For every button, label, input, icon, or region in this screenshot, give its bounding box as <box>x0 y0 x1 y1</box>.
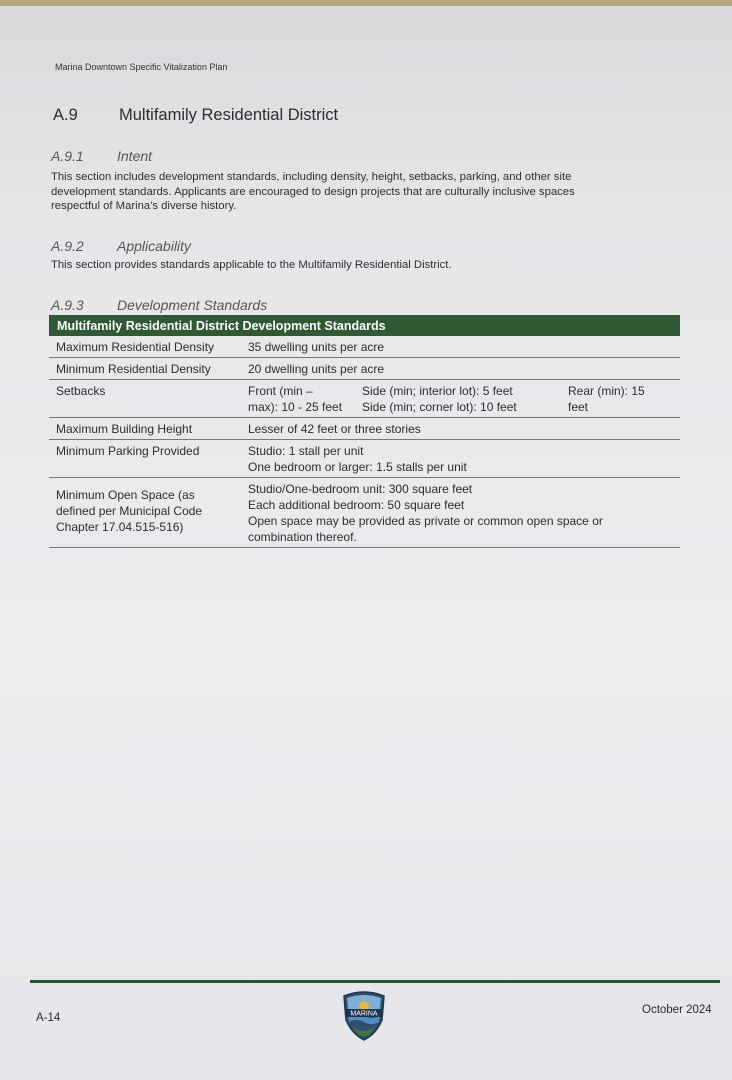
applicability-heading <box>51 238 191 254</box>
applicability-title: Applicability <box>117 238 191 254</box>
setback-front-line-2: max): 10 - 25 feet <box>248 400 343 414</box>
table-row <box>49 336 680 358</box>
parking-line-1: Studio: 1 stall per unit <box>248 444 364 458</box>
development-number: A.9.3 <box>51 297 84 313</box>
table-row <box>49 440 680 478</box>
section-number: A.9 <box>53 106 78 124</box>
table-row <box>49 358 680 380</box>
page-number: A-14 <box>36 1012 61 1024</box>
row-label: Maximum Residential Density <box>49 336 241 358</box>
development-heading <box>51 297 267 313</box>
development-title: Development Standards <box>117 297 268 313</box>
row-label: Minimum Residential Density <box>49 358 241 380</box>
setback-rear-line-1: Rear (min): 15 <box>568 384 645 398</box>
setback-side <box>362 383 558 415</box>
development-standards-table <box>49 315 680 548</box>
intent-line-2: development standards. Applicants are encouraged to design projects that are culturally inclusive spaces <box>51 185 575 198</box>
row-value: Lesser of 42 feet or three stories <box>241 418 680 440</box>
intent-line-1: This section includes development standards, including density, height, setbacks, parking, and other site <box>51 171 572 183</box>
row-value: 20 dwelling units per acre <box>241 358 680 380</box>
section-heading <box>53 106 338 125</box>
intent-number: A.9.1 <box>51 148 84 164</box>
row-value <box>241 440 680 478</box>
running-head: Marina Downtown Specific Vitalization Plan <box>55 62 228 72</box>
open-space-line-3: Open space may be provided as private or common open space or <box>248 514 603 528</box>
setback-side-line-1: Side (min; interior lot): 5 feet <box>362 384 513 398</box>
section-title: Multifamily Residential District <box>119 106 339 124</box>
table-header: Multifamily Residential District Development Standards <box>49 315 680 336</box>
applicability-number: A.9.2 <box>51 238 84 254</box>
row-value <box>241 380 680 418</box>
setback-rear <box>568 383 668 415</box>
open-space-line-4: combination thereof. <box>248 530 357 544</box>
row-label: Maximum Building Height <box>49 418 241 440</box>
table-row <box>49 478 680 548</box>
row-value <box>241 478 680 548</box>
open-space-label-3: Chapter 17.04.515-516) <box>56 520 184 534</box>
setback-front-line-1: Front (min – <box>248 384 313 398</box>
footer-rule <box>30 980 720 983</box>
marina-logo-icon <box>340 990 388 1042</box>
table-header-row <box>49 315 680 336</box>
setback-side-line-2: Side (min; corner lot): 10 feet <box>362 400 517 414</box>
row-label: Minimum Parking Provided <box>49 440 241 478</box>
row-label: Setbacks <box>49 380 241 418</box>
logo-text: MARINA <box>350 1010 378 1018</box>
table-row <box>49 380 680 418</box>
publication-date: October 2024 <box>642 1004 712 1016</box>
row-value: 35 dwelling units per acre <box>241 336 680 358</box>
parking-line-2: One bedroom or larger: 1.5 stalls per unit <box>248 460 467 474</box>
table-row <box>49 418 680 440</box>
open-space-label-1: Minimum Open Space (as <box>56 488 195 502</box>
setback-front <box>248 383 352 415</box>
setback-rear-line-2: feet <box>568 400 589 414</box>
open-space-line-2: Each additional bedroom: 50 square feet <box>248 498 465 512</box>
open-space-line-1: Studio/One-bedroom unit: 300 square feet <box>248 482 473 496</box>
row-label <box>49 478 241 548</box>
intent-title: Intent <box>117 148 153 164</box>
intent-paragraph <box>51 152 676 214</box>
applicability-paragraph: This section provides standards applicable to the Multifamily Residential District. <box>51 259 452 271</box>
marina-logo-shield <box>340 990 388 1042</box>
open-space-label-2: defined per Municipal Code <box>56 504 203 518</box>
intent-line-3: respectful of Marina's diverse history. <box>51 200 237 212</box>
